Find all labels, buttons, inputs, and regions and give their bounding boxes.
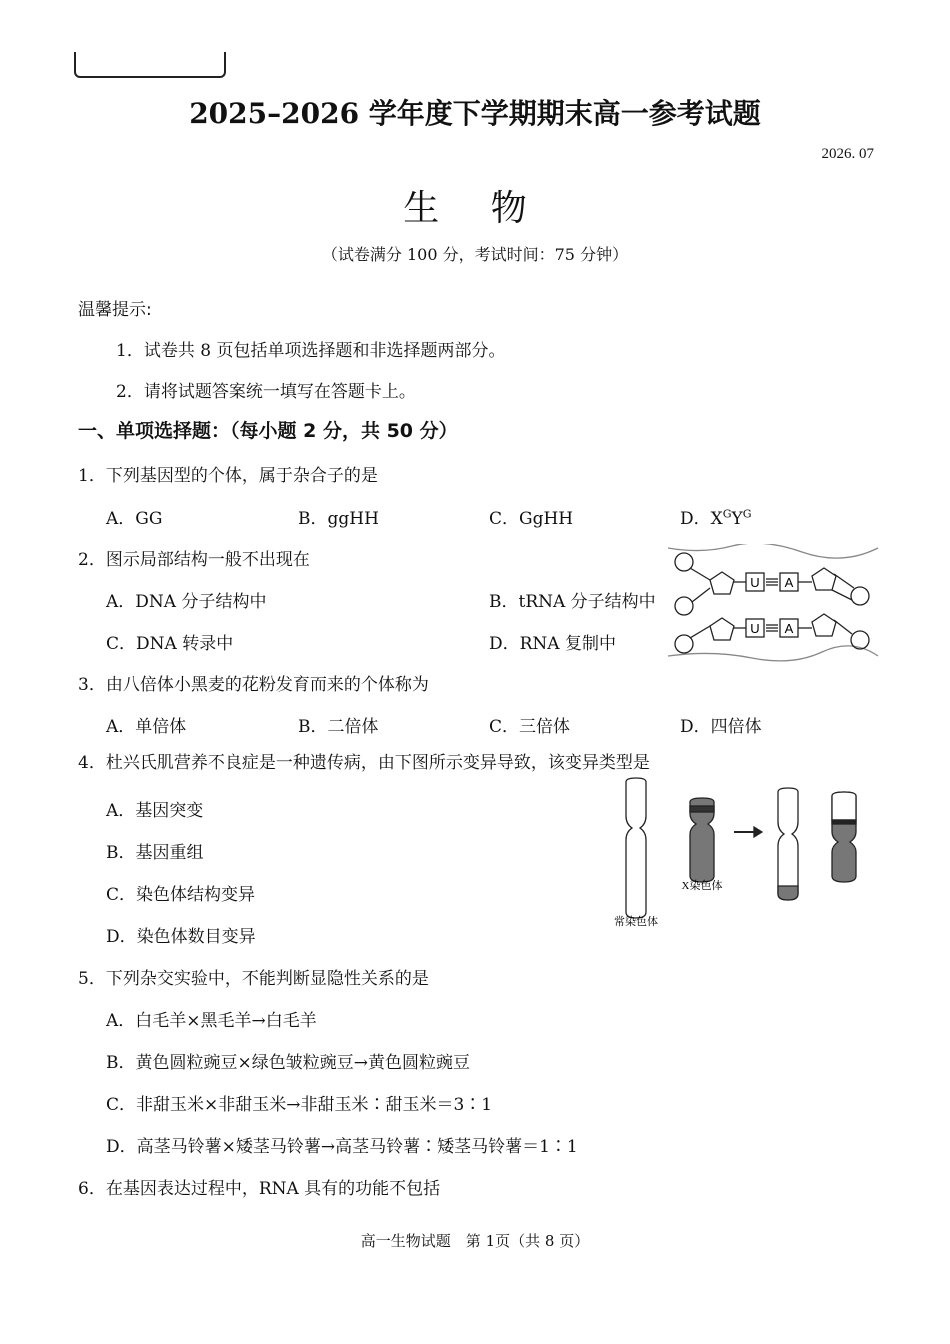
autosome-label: 常染色体 bbox=[614, 916, 658, 928]
question-6-stem: 6．在基因表达过程中，RNA 具有的功能不包括 bbox=[78, 1179, 441, 1199]
base-u-bottom: U bbox=[750, 621, 760, 636]
q3-option-c: C．三倍体 bbox=[489, 717, 571, 737]
question-2-stem: 2．图示局部结构一般不出现在 bbox=[78, 550, 310, 570]
seat-number-box bbox=[74, 52, 226, 78]
q3-option-d: D．四倍体 bbox=[680, 717, 762, 737]
q2-option-d: D．RNA 复制中 bbox=[489, 634, 616, 654]
q1-option-d: D．$X^GY^G$ bbox=[680, 507, 752, 529]
q4-option-b: B．基因重组 bbox=[106, 843, 204, 863]
exam-title: 2025–2026 学年度下学期期末高一参考试题 bbox=[189, 97, 761, 130]
exam-note: （试卷满分 100 分，考试时间：75 分钟） bbox=[321, 245, 629, 264]
q4-option-c: C．染色体结构变异 bbox=[106, 885, 256, 905]
q2-option-b: B．tRNA 分子结构中 bbox=[489, 592, 656, 612]
q5-option-a: A．白毛羊×黑毛羊→白毛羊 bbox=[106, 1011, 317, 1031]
q5-option-d: D．高茎马铃薯×矮茎马铃薯→高茎马铃薯∶矮茎马铃薯＝1∶1 bbox=[106, 1137, 578, 1157]
base-a-top: A bbox=[784, 575, 794, 590]
nucleotide-diagram bbox=[662, 544, 880, 662]
q5-option-c: C．非甜玉米×非甜玉米→非甜玉米∶甜玉米＝3∶1 bbox=[106, 1095, 493, 1115]
question-5-stem: 5．下列杂交实验中，不能判断显隐性关系的是 bbox=[78, 969, 429, 989]
question-3-stem: 3．由八倍体小黑麦的花粉发育而来的个体称为 bbox=[78, 675, 429, 695]
q3-option-a: A．单倍体 bbox=[106, 717, 187, 737]
q3-option-b: B．二倍体 bbox=[298, 717, 379, 737]
question-4-stem: 4．杜兴氏肌营养不良症是一种遗传病，由下图所示变异导致，该变异类型是 bbox=[78, 753, 650, 773]
question-1-stem: 1．下列基因型的个体，属于杂合子的是 bbox=[78, 466, 378, 486]
exam-date: 2026. 07 bbox=[821, 146, 874, 162]
q5-option-b: B．黄色圆粒豌豆×绿色皱粒豌豆→黄色圆粒豌豆 bbox=[106, 1053, 470, 1073]
q1-option-c: C．GgHH bbox=[489, 509, 574, 529]
section-heading: 一、单项选择题：（每小题 2 分，共 50 分） bbox=[78, 420, 458, 442]
tips-heading: 温馨提示: bbox=[78, 300, 152, 320]
tip-item: 2．请将试题答案统一填写在答题卡上。 bbox=[116, 382, 416, 402]
subject-title: 生 物 bbox=[403, 188, 547, 229]
base-u-top: U bbox=[750, 575, 760, 590]
base-a-bottom: A bbox=[784, 621, 794, 636]
chromosome-diagram bbox=[606, 776, 864, 932]
q1-option-a: A．GG bbox=[106, 509, 163, 529]
q4-option-d: D．染色体数目变异 bbox=[106, 927, 256, 947]
q4-option-a: A．基因突变 bbox=[106, 801, 204, 821]
q2-option-c: C．DNA 转录中 bbox=[106, 634, 234, 654]
page-footer: 高一生物试题 第 1页（共 8 页） bbox=[360, 1232, 590, 1250]
q2-option-a: A．DNA 分子结构中 bbox=[106, 592, 267, 612]
x-chromosome-label: X染色体 bbox=[681, 880, 723, 892]
tip-item: 1．试卷共 8 页包括单项选择题和非选择题两部分。 bbox=[116, 341, 506, 361]
q1-option-b: B．ggHH bbox=[298, 509, 379, 529]
